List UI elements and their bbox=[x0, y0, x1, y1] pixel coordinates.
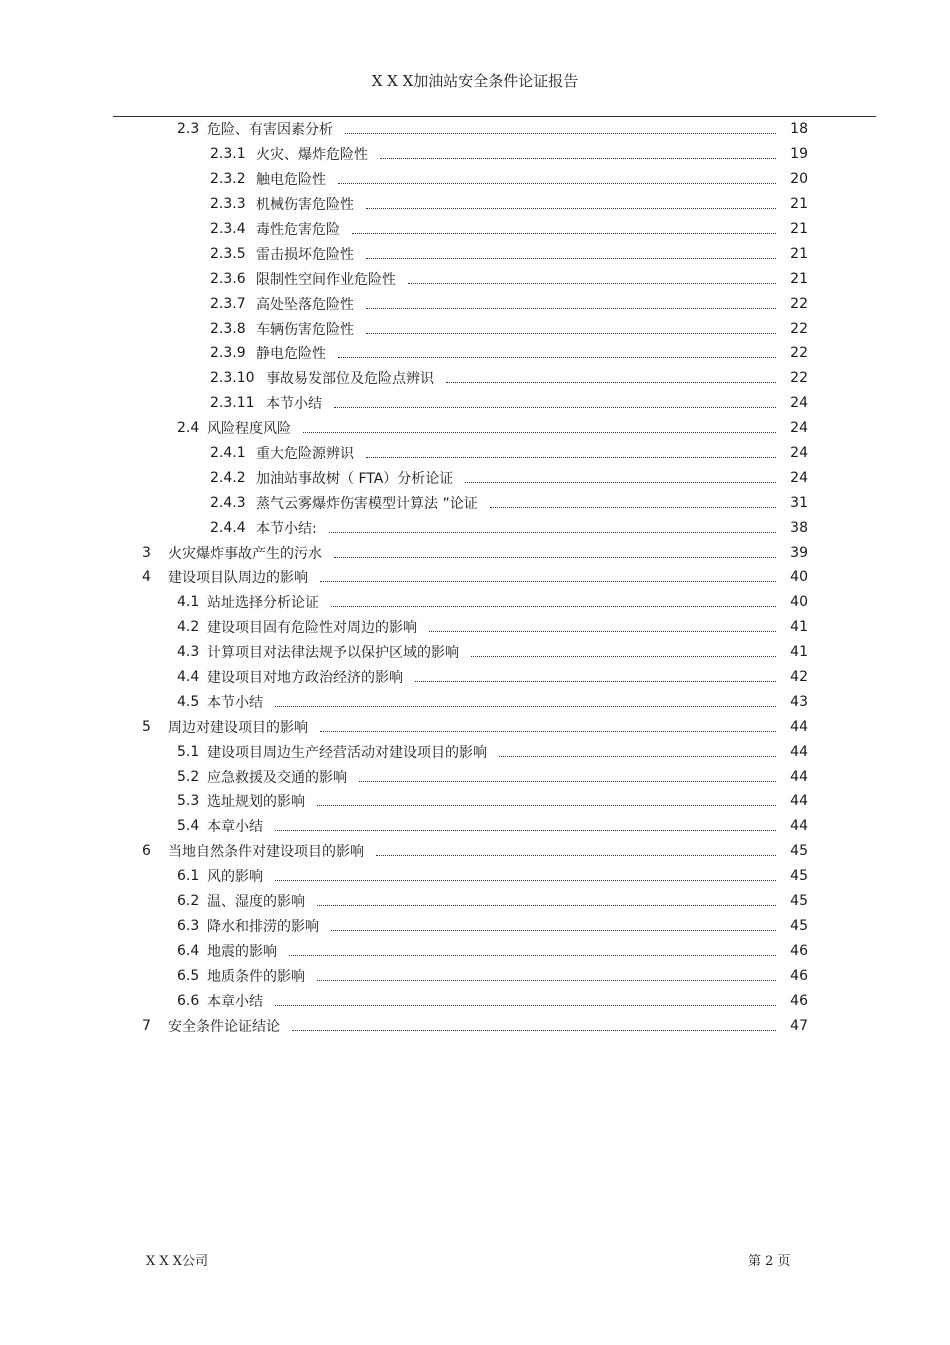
toc-entry-page: 46 bbox=[790, 992, 808, 1009]
toc-entry-number: 2.4 bbox=[177, 420, 200, 437]
toc-entry-title: 地质条件的影响 bbox=[207, 968, 305, 985]
toc-entry-page: 38 bbox=[790, 519, 808, 536]
toc-dot-leader bbox=[366, 332, 776, 334]
toc-dot-leader bbox=[499, 755, 776, 757]
toc-entry-page: 44 bbox=[790, 818, 808, 835]
toc-entry-title: 建设项目对地方政治经济的影响 bbox=[207, 670, 403, 687]
page-header-title: X X X加油站安全条件论证报告 bbox=[371, 72, 579, 90]
toc-entry-title: 毒性危害危险 bbox=[256, 222, 340, 238]
toc-dot-leader bbox=[338, 356, 776, 358]
toc-entry-number: 6.5 bbox=[177, 967, 200, 984]
toc-entry-number: 4.1 bbox=[177, 594, 200, 611]
toc-entry[interactable] bbox=[0, 316, 950, 341]
toc-entry-title: 温、湿度的影响 bbox=[207, 894, 305, 911]
toc-dot-leader bbox=[366, 207, 776, 209]
table-of-contents bbox=[0, 117, 950, 1038]
toc-entry-number: 2.3.11 bbox=[210, 395, 255, 412]
toc-entry-page: 45 bbox=[790, 917, 808, 934]
toc-entry[interactable] bbox=[0, 366, 950, 391]
toc-dot-leader bbox=[446, 381, 776, 383]
toc-entry-number: 2.4.1 bbox=[210, 445, 246, 462]
toc-entry-title: 本章小结 bbox=[207, 819, 263, 836]
toc-dot-leader bbox=[415, 680, 776, 682]
toc-entry-page: 24 bbox=[790, 469, 808, 486]
toc-entry-page: 47 bbox=[790, 1017, 808, 1034]
toc-dot-leader bbox=[275, 705, 776, 707]
toc-entry-page: 45 bbox=[790, 843, 808, 860]
toc-entry[interactable] bbox=[0, 341, 950, 366]
toc-entry-page: 41 bbox=[790, 644, 808, 661]
toc-entry-number: 4.3 bbox=[177, 644, 200, 661]
toc-entry-number: 7 bbox=[142, 1017, 151, 1034]
toc-entry[interactable] bbox=[0, 266, 950, 291]
toc-entry[interactable] bbox=[0, 814, 950, 839]
toc-entry-title: 周边对建设项目的影响 bbox=[168, 719, 308, 736]
toc-entry-title: 静电危险性 bbox=[256, 346, 326, 363]
toc-entry-number: 6.3 bbox=[177, 917, 200, 934]
toc-entry-page: 40 bbox=[790, 594, 808, 611]
toc-dot-leader bbox=[303, 431, 776, 433]
toc-entry-title: 风的影响 bbox=[207, 869, 263, 886]
toc-entry-number: 6.4 bbox=[177, 942, 200, 959]
toc-entry-title: 事故易发部位及危险点辨识 bbox=[266, 371, 434, 388]
toc-dot-leader bbox=[275, 1004, 776, 1006]
toc-entry[interactable] bbox=[0, 565, 950, 590]
toc-entry-number: 6 bbox=[142, 843, 151, 860]
toc-entry-title: 选址规划的影响 bbox=[207, 794, 305, 811]
toc-dot-leader bbox=[490, 506, 776, 508]
footer-page-number: 第 2 页 bbox=[748, 1254, 791, 1269]
toc-entry-number: 3 bbox=[142, 544, 151, 561]
toc-entry-number: 2.4.2 bbox=[210, 469, 246, 486]
toc-entry[interactable] bbox=[0, 963, 950, 988]
toc-dot-leader bbox=[366, 307, 776, 309]
toc-entry[interactable] bbox=[0, 416, 950, 441]
toc-entry[interactable] bbox=[0, 217, 950, 242]
toc-entry-page: 44 bbox=[790, 793, 808, 810]
toc-entry-number: 2.3.3 bbox=[210, 196, 246, 213]
toc-entry-page: 21 bbox=[790, 221, 808, 237]
toc-entry-title: 触电危险性 bbox=[256, 172, 326, 189]
toc-entry-page: 46 bbox=[790, 942, 808, 959]
toc-entry[interactable] bbox=[0, 540, 950, 565]
toc-dot-leader bbox=[334, 406, 776, 408]
toc-dot-leader bbox=[331, 605, 776, 607]
toc-entry-number: 2.3.1 bbox=[210, 146, 246, 163]
toc-entry-title: 站址选择分析论证 bbox=[207, 595, 319, 612]
toc-dot-leader bbox=[359, 780, 776, 782]
toc-entry-page: 24 bbox=[790, 395, 808, 412]
toc-entry-page: 22 bbox=[790, 320, 808, 337]
toc-entry-page: 44 bbox=[790, 768, 808, 785]
toc-entry-page: 45 bbox=[790, 868, 808, 885]
toc-entry-title: 车辆伤害危险性 bbox=[256, 321, 354, 338]
toc-entry-page: 42 bbox=[790, 669, 808, 686]
footer-company: X X X公司 bbox=[146, 1254, 209, 1269]
toc-entry[interactable] bbox=[0, 391, 950, 416]
toc-entry[interactable] bbox=[0, 689, 950, 714]
toc-entry-title: 火灾、爆炸危险性 bbox=[256, 147, 368, 164]
toc-dot-leader bbox=[376, 854, 776, 856]
toc-entry-title: 计算项目对法律法规予以保护区域的影响 bbox=[207, 645, 459, 662]
toc-dot-leader bbox=[320, 580, 776, 582]
toc-entry-number: 2.3.8 bbox=[210, 320, 246, 337]
toc-dot-leader bbox=[317, 979, 776, 981]
toc-dot-leader bbox=[275, 879, 776, 881]
toc-entry-title: 危险、有害因素分析 bbox=[207, 122, 333, 139]
toc-entry[interactable] bbox=[0, 789, 950, 814]
toc-entry-number: 4.5 bbox=[177, 693, 200, 710]
toc-entry-title: 降水和排涝的影响 bbox=[207, 918, 319, 935]
toc-entry-title: 火灾爆炸事故产生的污水 bbox=[168, 545, 322, 562]
toc-entry[interactable] bbox=[0, 764, 950, 789]
toc-entry-page: 22 bbox=[790, 370, 808, 387]
toc-entry-page: 18 bbox=[790, 121, 808, 138]
toc-entry-number: 2.3 bbox=[177, 121, 200, 138]
toc-entry[interactable] bbox=[0, 864, 950, 889]
toc-entry-title: 建设项目周边生产经营活动对建设项目的影响 bbox=[207, 744, 487, 761]
toc-entry-number: 5.2 bbox=[177, 768, 200, 785]
toc-dot-leader bbox=[292, 1029, 776, 1031]
toc-entry-page: 20 bbox=[790, 171, 808, 188]
toc-entry[interactable] bbox=[0, 515, 950, 540]
toc-entry-number: 6.1 bbox=[177, 868, 200, 885]
toc-entry-number: 4 bbox=[142, 569, 151, 586]
toc-entry[interactable] bbox=[0, 465, 950, 490]
toc-entry-number: 5.4 bbox=[177, 818, 200, 835]
toc-entry-page: 24 bbox=[790, 420, 808, 437]
toc-entry[interactable] bbox=[0, 490, 950, 515]
toc-entry[interactable] bbox=[0, 914, 950, 939]
toc-dot-leader bbox=[317, 904, 776, 906]
toc-entry-title: 应急救援及交通的影响 bbox=[207, 769, 347, 786]
toc-entry-title: 蒸气云雾爆炸伤害模型计算法 ”论证 bbox=[256, 495, 478, 512]
toc-entry[interactable] bbox=[0, 441, 950, 466]
toc-dot-leader bbox=[334, 556, 776, 558]
toc-entry[interactable] bbox=[0, 167, 950, 192]
toc-entry-number: 2.3.5 bbox=[210, 245, 246, 262]
toc-entry-page: 40 bbox=[790, 569, 808, 586]
toc-entry-page: 39 bbox=[790, 544, 808, 561]
toc-entry[interactable] bbox=[0, 117, 950, 142]
toc-entry[interactable] bbox=[0, 739, 950, 764]
toc-entry-number: 4.4 bbox=[177, 669, 200, 686]
toc-entry-page: 46 bbox=[790, 967, 808, 984]
toc-dot-leader bbox=[471, 655, 776, 657]
toc-dot-leader bbox=[289, 954, 776, 956]
toc-entry-page: 45 bbox=[790, 893, 808, 910]
toc-dot-leader bbox=[331, 929, 776, 931]
toc-dot-leader bbox=[275, 829, 776, 831]
toc-entry-number: 2.3.7 bbox=[210, 295, 246, 312]
toc-entry[interactable] bbox=[0, 640, 950, 665]
toc-dot-leader bbox=[366, 456, 776, 458]
toc-entry-page: 19 bbox=[790, 146, 808, 163]
toc-entry-page: 21 bbox=[790, 196, 808, 213]
toc-entry-page: 22 bbox=[790, 295, 808, 312]
toc-dot-leader bbox=[338, 182, 776, 184]
toc-entry[interactable] bbox=[0, 241, 950, 266]
toc-entry[interactable] bbox=[0, 665, 950, 690]
toc-entry-number: 2.3.4 bbox=[210, 221, 246, 237]
toc-entry-title: 本节小结 bbox=[207, 694, 263, 711]
toc-dot-leader bbox=[345, 132, 776, 134]
toc-entry[interactable] bbox=[0, 142, 950, 167]
toc-entry-page: 21 bbox=[790, 270, 808, 287]
toc-entry-title: 当地自然条件对建设项目的影响 bbox=[168, 844, 364, 861]
toc-dot-leader bbox=[408, 282, 776, 284]
toc-entry-title: 地震的影响 bbox=[207, 943, 277, 960]
toc-entry[interactable] bbox=[0, 1013, 950, 1038]
toc-entry-page: 21 bbox=[790, 245, 808, 262]
toc-entry[interactable] bbox=[0, 889, 950, 914]
toc-entry-title: 雷击损坏危险性 bbox=[256, 246, 354, 263]
toc-entry-number: 2.4.3 bbox=[210, 494, 246, 511]
toc-dot-leader bbox=[465, 481, 776, 483]
toc-entry-title: 风险程度风险 bbox=[207, 421, 291, 438]
toc-entry-number: 2.3.9 bbox=[210, 345, 246, 362]
toc-entry-page: 31 bbox=[790, 494, 808, 511]
toc-dot-leader bbox=[366, 257, 776, 259]
toc-entry-number: 2.3.2 bbox=[210, 171, 246, 188]
toc-entry-number: 4.2 bbox=[177, 619, 200, 636]
toc-entry[interactable] bbox=[0, 590, 950, 615]
toc-dot-leader bbox=[317, 804, 776, 806]
toc-entry-number: 6.2 bbox=[177, 893, 200, 910]
toc-entry-page: 41 bbox=[790, 619, 808, 636]
toc-entry-page: 22 bbox=[790, 345, 808, 362]
toc-entry-title: 限制性空间作业危险性 bbox=[256, 271, 396, 288]
toc-entry-number: 5.3 bbox=[177, 793, 200, 810]
toc-entry-title: 安全条件论证结论 bbox=[168, 1018, 280, 1035]
toc-entry-number: 2.3.6 bbox=[210, 270, 246, 287]
toc-entry-number: 2.4.4 bbox=[210, 519, 246, 536]
toc-entry-number: 5.1 bbox=[177, 743, 200, 760]
toc-dot-leader bbox=[320, 730, 776, 732]
toc-entry-title: 本节小结: bbox=[256, 520, 317, 537]
toc-entry[interactable] bbox=[0, 988, 950, 1013]
toc-entry[interactable] bbox=[0, 938, 950, 963]
toc-entry-title: 建设项目固有危险性对周边的影响 bbox=[207, 620, 417, 637]
toc-entry-title: 本节小结 bbox=[266, 396, 322, 413]
toc-entry[interactable] bbox=[0, 192, 950, 217]
toc-dot-leader bbox=[329, 531, 776, 533]
toc-entry-page: 24 bbox=[790, 445, 808, 462]
toc-entry-title: 重大危险源辨识 bbox=[256, 446, 354, 463]
toc-entry-title: 机械伤害危险性 bbox=[256, 197, 354, 214]
toc-entry-page: 43 bbox=[790, 693, 808, 710]
toc-entry-number: 5 bbox=[142, 718, 151, 735]
toc-dot-leader bbox=[429, 630, 776, 632]
toc-entry-number: 2.3.10 bbox=[210, 370, 255, 387]
toc-entry[interactable] bbox=[0, 714, 950, 739]
toc-dot-leader bbox=[380, 157, 776, 159]
toc-entry-title: 高处坠落危险性 bbox=[256, 296, 354, 313]
toc-entry-page: 44 bbox=[790, 743, 808, 760]
toc-dot-leader bbox=[352, 232, 776, 234]
toc-entry-page: 44 bbox=[790, 718, 808, 735]
toc-entry-title: 加油站事故树（ FTA）分析论证 bbox=[256, 470, 454, 487]
toc-entry-title: 建设项目队周边的影响 bbox=[168, 570, 308, 587]
toc-entry[interactable] bbox=[0, 839, 950, 864]
toc-entry-title: 本章小结 bbox=[207, 993, 263, 1010]
toc-entry[interactable] bbox=[0, 291, 950, 316]
toc-entry[interactable] bbox=[0, 615, 950, 640]
toc-entry-number: 6.6 bbox=[177, 992, 200, 1009]
